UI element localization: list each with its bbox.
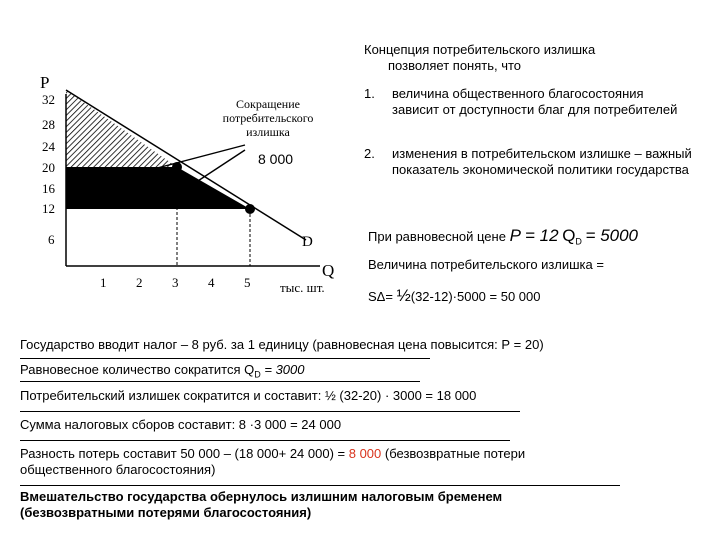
equilibrium-prefix: При равновесной цене bbox=[368, 229, 506, 244]
demand-label: D bbox=[302, 234, 313, 250]
equilibrium-q-value: = 5000 bbox=[585, 226, 639, 245]
separator bbox=[20, 485, 620, 486]
conclusion-line-2: (безвозвратными потерями благосостояния) bbox=[20, 505, 312, 520]
loss-difference-line bbox=[20, 446, 710, 462]
separator bbox=[20, 358, 430, 359]
annotation-line-2: потребительского bbox=[222, 111, 314, 125]
equilibrium-q: Q bbox=[562, 226, 576, 245]
x-tick-3: 3 bbox=[172, 275, 179, 290]
point-equilibrium bbox=[245, 204, 255, 214]
y-tick-16: 16 bbox=[42, 181, 55, 196]
x-tick-4: 4 bbox=[208, 275, 215, 290]
y-axis-label: P bbox=[40, 73, 50, 92]
x-unit-label: тыс. шт. bbox=[280, 280, 325, 295]
tax-intro-line: Государство вводит налог – 8 руб. за 1 единицу (равновесная цена повысится: Р = 20) bbox=[20, 337, 544, 352]
annotation-line-1: Сокращение bbox=[236, 97, 300, 111]
concept-intro-line2: позволяет понять, что bbox=[388, 58, 522, 73]
item-number: 2. bbox=[364, 146, 375, 161]
concept-intro-line1: Концепция потребительского излишка bbox=[364, 42, 596, 57]
y-ticks bbox=[42, 92, 56, 247]
x-ticks bbox=[100, 275, 251, 290]
quantity-line bbox=[20, 362, 710, 383]
surplus-reduction-line: Потребительский излишек сократится и составит: ½ (32-20) · 3000 = 18 000 bbox=[20, 388, 477, 403]
tax-revenue-line: Сумма налоговых сборов составит: 8 ·3 000 = 24 000 bbox=[20, 417, 342, 432]
quantity-prefix: Равновесное количество сократится Q bbox=[20, 362, 255, 377]
concept-block bbox=[362, 42, 702, 177]
quantity-sub: D bbox=[254, 369, 261, 380]
annotation-line-3: излишка bbox=[246, 125, 290, 139]
equilibrium-price: P = 12 bbox=[509, 226, 559, 245]
quantity-value: = 3000 bbox=[260, 362, 305, 377]
reduction-annotation bbox=[223, 97, 314, 139]
equilibrium-line bbox=[368, 226, 708, 252]
loss-suffix: (безвозвратные потери bbox=[381, 446, 526, 461]
y-tick-28: 28 bbox=[42, 117, 55, 132]
equilibrium-q-sub: D bbox=[575, 236, 582, 247]
surplus-formula-half: ½ bbox=[396, 286, 411, 305]
surplus-formula-rest: (32-12)·5000 = 50 000 bbox=[410, 289, 541, 304]
consumer-surplus-diagram bbox=[0, 0, 360, 320]
y-tick-6: 6 bbox=[48, 232, 55, 247]
surplus-label: Величина потребительского излишка = bbox=[368, 257, 604, 272]
separator bbox=[20, 411, 520, 412]
y-tick-24: 24 bbox=[42, 139, 55, 154]
loss-value: 8 000 bbox=[348, 446, 382, 461]
reduced-surplus-area bbox=[66, 90, 177, 167]
x-tick-2: 2 bbox=[136, 275, 143, 290]
y-tick-32: 32 bbox=[42, 92, 55, 107]
conclusion-line-1: Вмешательство государства обернулось излишним налоговым бременем bbox=[20, 489, 503, 504]
y-tick-12: 12 bbox=[42, 201, 55, 216]
item-text: величина общественного благосостояния зависит от доступности благ для потребителей bbox=[392, 86, 678, 117]
area-value-label: 8 000 bbox=[258, 151, 294, 167]
loss-prefix: Разность потерь составит 50 000 – (18 000+ 24 000) = bbox=[20, 446, 349, 461]
x-tick-5: 5 bbox=[244, 275, 251, 290]
item-text: изменения в потребительском излишке – важный показатель экономической политики государства bbox=[392, 146, 692, 177]
loss-continuation-line: общественного благосостояния) bbox=[20, 462, 216, 477]
item-number: 1. bbox=[364, 86, 375, 101]
surplus-formula bbox=[368, 287, 708, 306]
y-tick-20: 20 bbox=[42, 160, 55, 175]
x-axis-label: Q bbox=[322, 261, 335, 280]
x-tick-1: 1 bbox=[100, 275, 107, 290]
separator bbox=[20, 440, 510, 441]
surplus-formula-prefix: SΔ= bbox=[368, 289, 397, 304]
